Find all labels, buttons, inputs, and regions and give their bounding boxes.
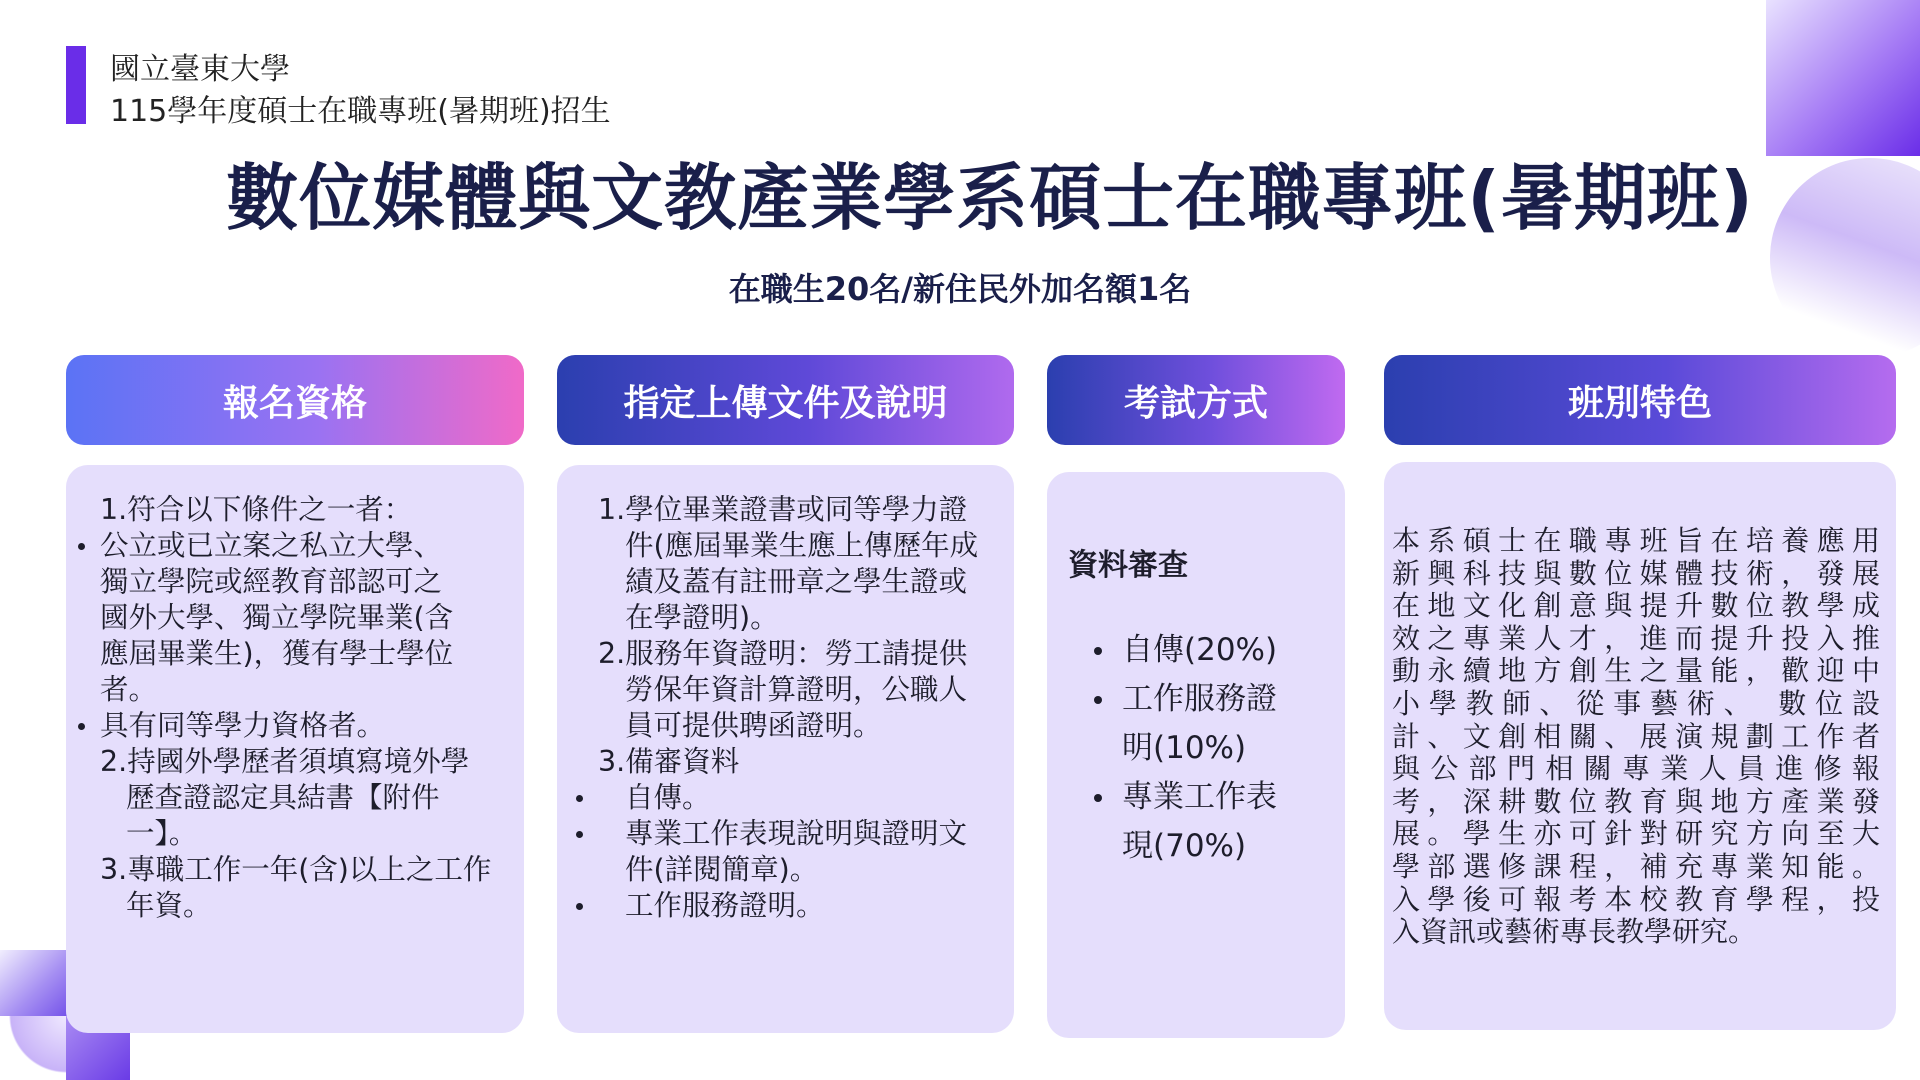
decorative-square-bottom-left xyxy=(0,950,72,1020)
list-item: 應屆畢業生)，獲有學士學位 xyxy=(100,637,454,670)
paragraph-line: 在地文化創意與提升數位教學成 xyxy=(1392,589,1880,623)
paragraph-line: 入資訊或藝術專長教學研究。 xyxy=(1392,915,1757,949)
exam-method-title: 資料審查 xyxy=(1068,548,1188,583)
paragraph-line: 新興科技與數位媒體技術，發展 xyxy=(1392,556,1880,590)
list-item: 工作服務證明。 xyxy=(598,888,978,924)
list-item: 勞保年資計算證明，公職人 xyxy=(625,673,968,706)
list-item: 1.符合以下條件之一者： xyxy=(100,493,413,526)
university-name: 國立臺東大學 xyxy=(110,52,290,87)
upload-documents-content xyxy=(598,492,978,924)
list-item: 一】。 xyxy=(126,817,198,850)
list-item: 件(應屆畢業生應上傳歷年成 xyxy=(625,529,979,562)
decorative-quarter-circle-bottom-left xyxy=(0,1016,66,1080)
paragraph-line: 效之專業人才，進而提升投入推 xyxy=(1392,621,1880,655)
paragraph-line: 小學教師、從事藝術、 數位設 xyxy=(1392,686,1880,720)
header-upload-documents: 指定上傳文件及說明 xyxy=(557,355,1014,445)
list-item: 自傳(20%) xyxy=(1122,626,1277,675)
list-item: 1.學位畢業證書或同等學力證 xyxy=(598,493,968,526)
list-item: 2.持國外學歷者須填寫境外學 xyxy=(100,745,470,778)
paragraph-line: 本系碩士在職專班旨在培養應用 xyxy=(1392,524,1880,557)
list-item: 2.服務年資證明：勞工請提供 xyxy=(598,637,968,670)
list-item: 3.專職工作一年(含)以上之工作 xyxy=(100,853,492,886)
exam-method-content xyxy=(1122,626,1277,871)
list-item: 員可提供聘函證明。 xyxy=(625,709,882,742)
program-year-line: 115學年度碩士在職專班(暑期班)招生 xyxy=(110,94,611,129)
list-item: 國外大學、獨立學院畢業(含 xyxy=(100,601,454,634)
list-item: 具有同等學力資格者。 xyxy=(100,708,491,744)
paragraph-line: 與公部門相關專業人員進修報 xyxy=(1392,752,1880,786)
paragraph-line: 入學後可報考本校教育學程，投 xyxy=(1392,882,1880,916)
list-item: 歷查證認定具結書【附件 xyxy=(126,781,440,814)
header-exam-method: 考試方式 xyxy=(1047,355,1345,445)
eligibility-content xyxy=(100,492,491,924)
header-accent-bar xyxy=(66,46,86,124)
header-program-features: 班別特色 xyxy=(1384,355,1896,445)
paragraph-line: 學部選修課程，補充專業知能。 xyxy=(1392,849,1880,883)
program-features-content xyxy=(1392,525,1880,949)
list-item: 專業工作表現說明與證明文 xyxy=(598,816,978,852)
paragraph-line: 展。學生亦可針對研究方向至大 xyxy=(1392,817,1880,851)
list-item: 年資。 xyxy=(126,889,212,922)
list-item: 自傳。 xyxy=(598,780,978,816)
list-item: 現(70%) xyxy=(1122,828,1247,864)
list-item: 在學證明)。 xyxy=(625,601,779,634)
header-eligibility: 報名資格 xyxy=(66,355,524,445)
page-title: 數位媒體與文教產業學系碩士在職專班(暑期班) xyxy=(226,156,1754,240)
list-item: 3.備審資料 xyxy=(598,745,740,778)
list-item: 明(10%) xyxy=(1122,730,1247,766)
decorative-square-top-right xyxy=(1766,0,1920,156)
list-item: 績及蓋有註冊章之學生證或 xyxy=(625,565,968,598)
list-item: 者。 xyxy=(100,673,158,706)
paragraph-line: 計、文創相關、展演規劃工作者 xyxy=(1392,719,1880,753)
paragraph-line: 動永續地方創生之量能，歡迎中 xyxy=(1392,654,1880,688)
list-item: 件(詳閱簡章)。 xyxy=(625,853,819,886)
enrollment-quota: 在職生20名/新住民外加名額1名 xyxy=(728,270,1192,308)
paragraph-line: 考，深耕數位教育與地方產業發 xyxy=(1392,784,1880,818)
list-item: 工作服務證 xyxy=(1122,675,1277,724)
list-item: 專業工作表 xyxy=(1122,773,1277,822)
list-item: 獨立學院或經教育部認可之 xyxy=(100,565,443,598)
list-item: 公立或已立案之私立大學、 xyxy=(100,528,491,564)
